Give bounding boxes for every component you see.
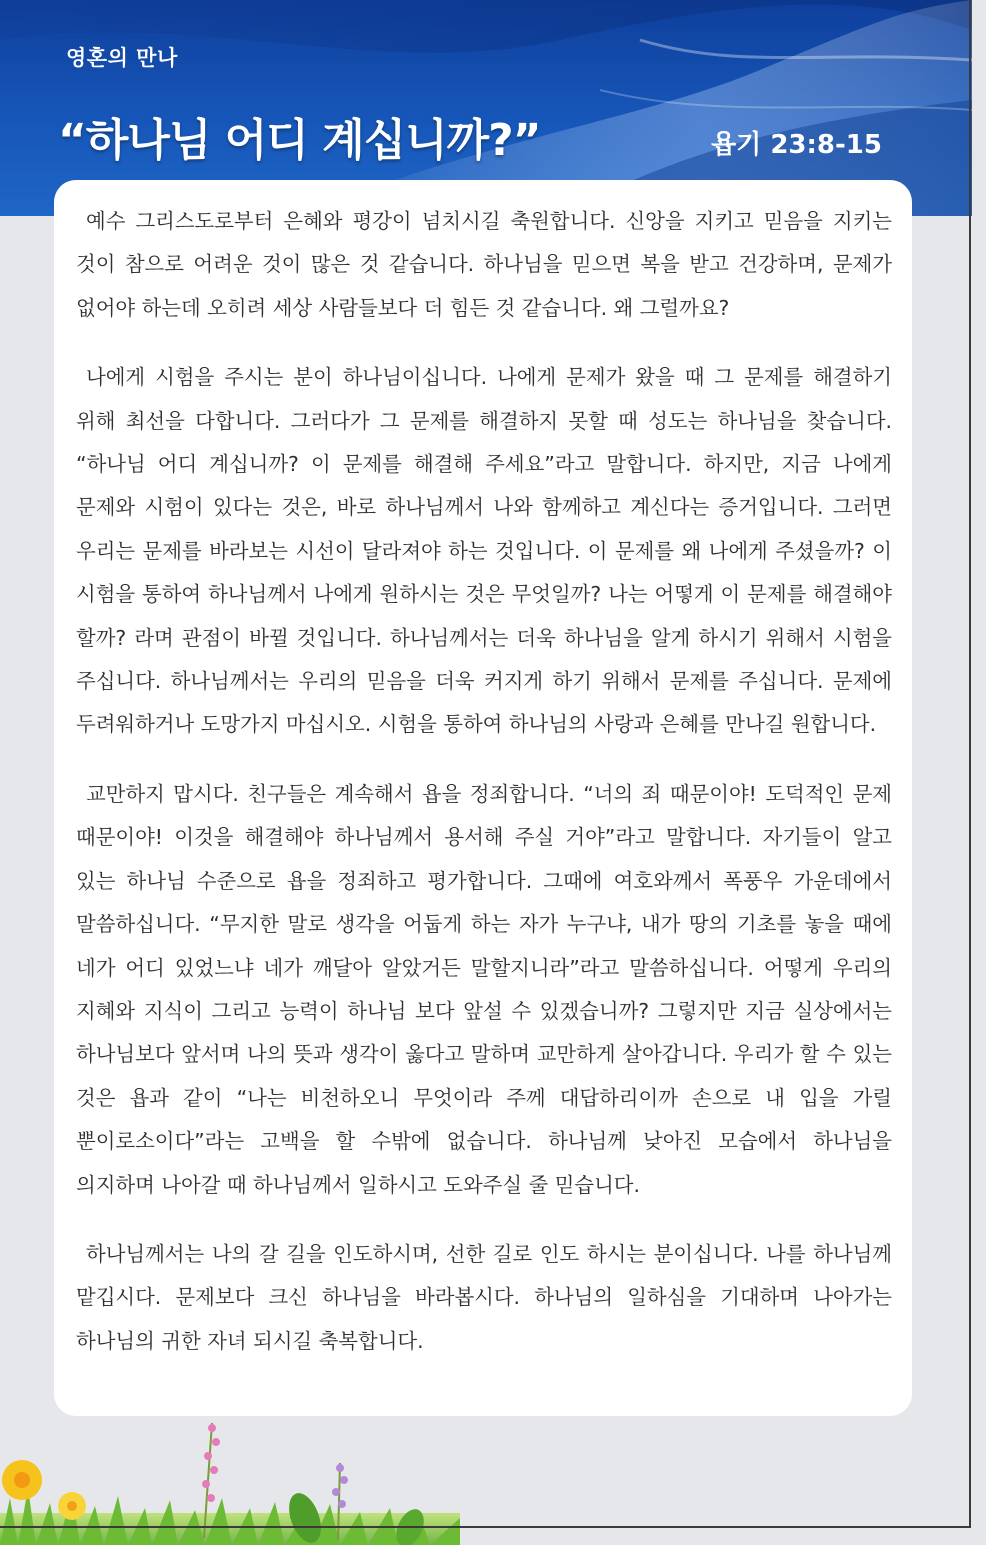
sermon-content-card: [54, 180, 912, 1416]
sermon-title: “하나님 어디 계십니까?”: [58, 115, 541, 166]
paragraph-1: 예수 그리스도로부터 은혜와 평강이 넘치시길 축원합니다. 신앙을 지키고 믿음을 지키는 것이 참으로 어려운 것이 많은 것 같습니다. 하나님을 믿으면 복을 받고 건강하며, 문제가 없어야 하는데 오히려 세상 사람들보다 더 힘든 것 같습니다. 왜 그럴까요?: [76, 209, 892, 320]
paragraph-2: 나에게 시험을 주시는 분이 하나님이십니다. 나에게 문제가 왔을 때 그 문제를 해결하기 위해 최선을 다합니다. 그러다가 그 문제를 해결하지 못할 때 성도는 하나님을 찾습니다. “하나님 어디 계십니까? 이 문제를 해결해 주세요”라고 말합니다. 하지만, 지금 나에게 문제와 시험이 있다는 것은, 바로 하나님께서 나와 함께하고 계신다는 증거입니다. 그러면 우리는 문제를 바라보는 시선이 달라져야 하는 것입니다. 이 문제를 왜 나에게 주셨을까? 이 시험을 통하여 하나님께서 나에게 원하시는 것은 무엇일까? 나는 어떻게 이 문제를 해결해야 할까? 라며 관점이 바뀔 것입니다. 하나님께서는 더욱 하나님을 알게 하시기 위해서 시험을 주십니다. 하나님께서는 우리의 믿음을 더욱 커지게 하기 위해서 문제를 주십니다. 문제에 두려워하거나 도망가지 마십시오. 시험을 통하여 하나님의 사랑과 은혜를 만나길 원합니다.: [76, 365, 892, 737]
paragraph-4: 하나님께서는 나의 갈 길을 인도하시며, 선한 길로 인도 하시는 분이십니다. 나를 하나님께 맡깁시다. 문제보다 크신 하나님을 바라봅시다. 하나님의 일하심을 기대하며 나아가는 하나님의 귀한 자녀 되시길 축복합니다.: [76, 1241, 892, 1353]
paragraph-3: 교만하지 맙시다. 친구들은 계속해서 욥을 정죄합니다. “너의 죄 때문이야! 도덕적인 문제 때문이야! 이것을 해결해야 하나님께서 용서해 주실 거야”라고 말합니다. 자기들이 알고 있는 하나님 수준으로 욥을 정죄하고 평가합니다. 그때에 여호와께서 폭풍우 가운데에서 말씀하십니다. “무지한 말로 생각을 어둡게 하는 자가 누구냐, 내가 땅의 기초를 놓을 때에 네가 어디 있었느냐 네가 깨달아 알았거든 말할지니라”라고 말씀하십니다. 어떻게 우리의 지혜와 지식이 그리고 능력이 하나님 보다 앞설 수 있겠습니까? 그렇지만 지금 실상에서는 하나님보다 앞서며 나의 뜻과 생각이 옳다고 말하며 교만하게 살아갑니다. 우리가 할 수 있는 것은 욥과 같이 “나는 비천하오니 무엇이라 주께 대답하리이까 손으로 내 입을 가릴 뿐이로소이다”라는 고백을 할 수밖에 없습니다. 하나님께 낮아진 모습에서 하나님을 의지하며 나아갈 때 하나님께서 일하시고 도와주실 줄 믿습니다.: [76, 781, 892, 1197]
flower-decoration: [0, 1418, 460, 1545]
section-label: 영혼의 만나: [66, 46, 178, 70]
scripture-reference: 욥기 23:8-15: [711, 130, 882, 160]
